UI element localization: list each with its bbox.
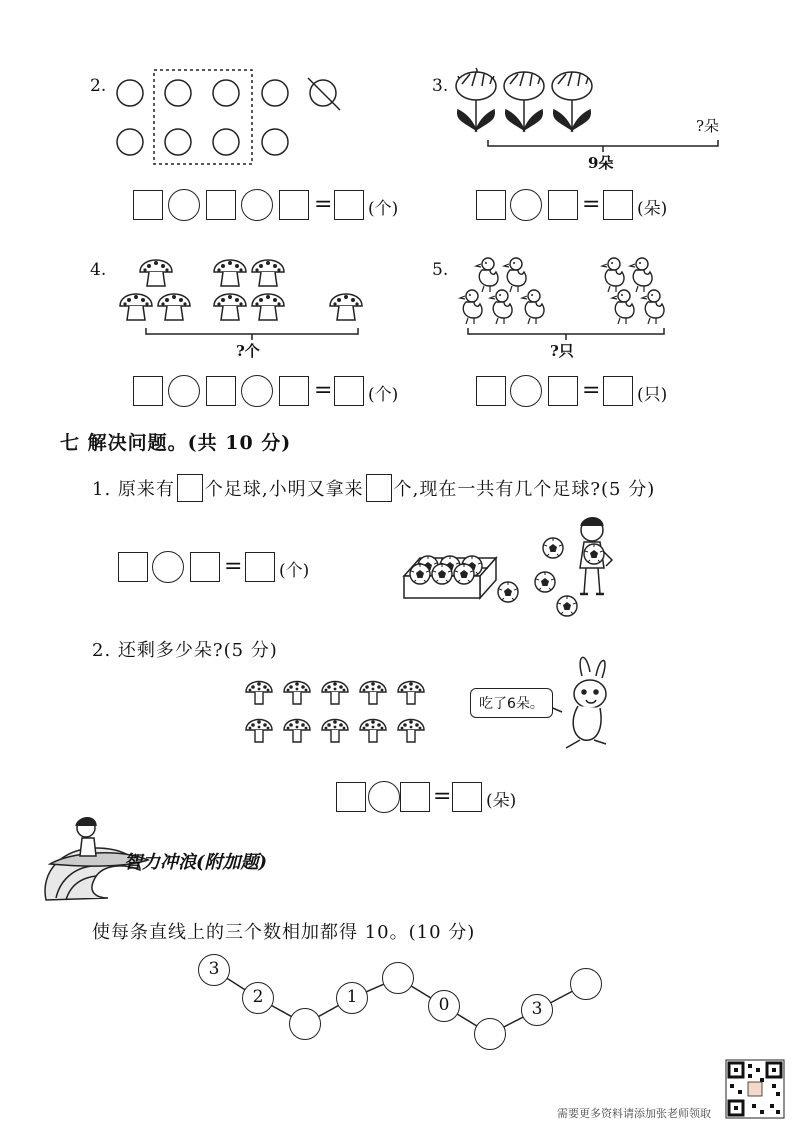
chain-node[interactable]: 1 <box>336 982 368 1014</box>
unit-label: (只) <box>637 385 668 405</box>
chain-node[interactable] <box>474 1018 506 1050</box>
q5-question-label: ?只 <box>550 342 574 360</box>
unit-label: (朵) <box>486 791 517 811</box>
bonus-instruction: 使每条直线上的三个数相加都得 10。(10 分) <box>92 922 476 943</box>
problem-2-question: 还剩多少朵?(5 分) <box>117 640 278 661</box>
footer-note: 需要更多资料请添加张老师领取 <box>557 1107 711 1120</box>
problem-1-text-b: 个足球,小明又拿来 <box>204 479 364 500</box>
unit-label: (朵) <box>637 199 668 219</box>
qr-code-icon <box>726 1060 784 1118</box>
chain-node[interactable]: 3 <box>521 994 553 1026</box>
q5-number: 5. <box>432 260 449 280</box>
equals-sign: = <box>582 192 601 217</box>
chain-node[interactable]: 2 <box>242 982 274 1014</box>
speech-bubble: 吃了6朵。 <box>470 688 553 718</box>
problem-2-number: 2. <box>92 640 112 661</box>
section-7-title: 七 解决问题。(共 10 分) <box>60 432 292 454</box>
equals-sign: = <box>314 378 333 403</box>
q2-number: 2. <box>90 76 107 96</box>
problem-1-text-a: 原来有 <box>117 479 175 500</box>
unit-label: (个) <box>279 561 310 581</box>
unit-label: (个) <box>368 199 399 219</box>
equals-sign: = <box>433 784 452 809</box>
problem-1-number: 1. <box>92 479 112 500</box>
chain-node[interactable] <box>289 1008 321 1040</box>
q3-number: 3. <box>432 76 449 96</box>
equals-sign: = <box>314 192 333 217</box>
q3-total-label: 9朵 <box>588 154 614 172</box>
q3-question-label: ?朵 <box>696 117 720 135</box>
problem-1-text-c: 个,现在一共有几个足球?(5 分) <box>393 479 656 500</box>
chain-node[interactable]: 0 <box>428 990 460 1022</box>
bonus-title: 智力冲浪(附加题) <box>124 852 268 873</box>
unit-label: (个) <box>368 385 399 405</box>
equals-sign: = <box>582 378 601 403</box>
equals-sign: = <box>224 554 243 579</box>
q4-number: 4. <box>90 260 107 280</box>
chain-node[interactable] <box>382 962 414 994</box>
chain-node[interactable] <box>570 968 602 1000</box>
q4-question-label: ?个 <box>236 342 260 360</box>
chain-node[interactable]: 3 <box>198 954 230 986</box>
